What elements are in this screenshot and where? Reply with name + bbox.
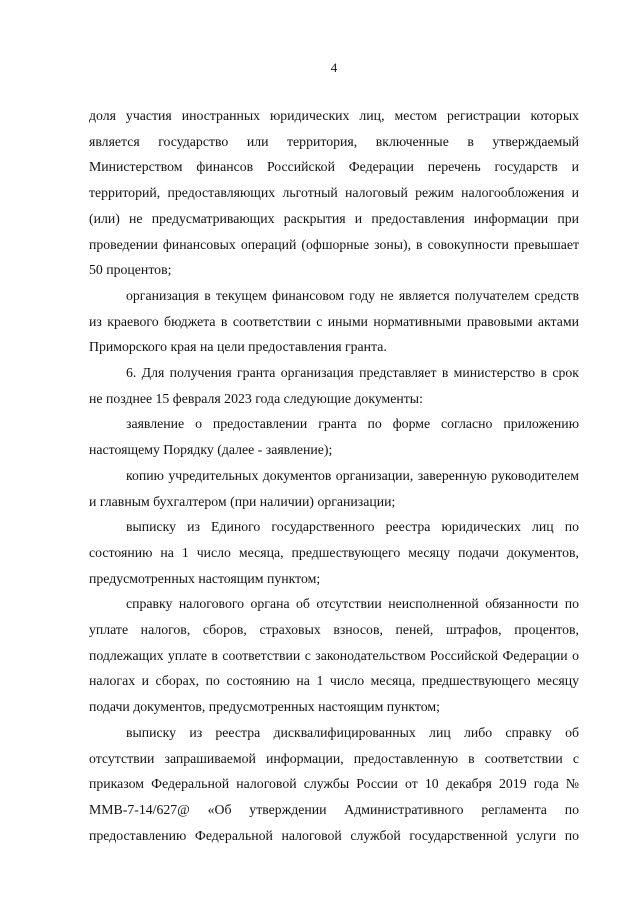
paragraph-registry-extract: выписку из Единого государственного реестра юридических лиц по состоянию на 1 число месяца, предшествующего месяцу подачи документов, предусмотренных настоящим пунктом;: [89, 519, 579, 586]
page-number: 4: [330, 60, 338, 75]
document-body: [89, 103, 579, 848]
paragraph-application: заявление о предоставлении гранта по форме согласно приложению настоящему Порядку (далее - заявление);: [89, 416, 579, 458]
paragraph-founding-documents: копию учредительных документов организации, заверенную руководителем и главным бухгалтером (при наличии) организации;: [89, 467, 579, 509]
paragraph-foreign-share: доля участия иностранных юридических лиц, местом регистрации которых является государство или территория, включенные в утверждаемый Министерством финансов Российской Федерации перечень государств и территорий, предоставляющих льготный налоговый режим налогообложения и (или) не предусматривающих раскрытия и предоставления информации при проведении финансовых операций (офшорные зоны), в совокупности превышает 50 процентов;: [89, 108, 579, 278]
paragraph-no-budget-funds: организация в текущем финансовом году не является получателем средств из краевого бюджета в соответствии с иными нормативными правовыми актами Приморского края на цели предоставления гранта.: [89, 287, 579, 355]
paragraph-tax-certificate: справку налогового органа об отсутствии неисполненной обязанности по уплате налогов, сборов, страховых взносов, пеней, штрафов, процентов, подлежащих уплате в соответствии с законодательством Российской Федерации о налогах и сборах, по состоянию на 1 число месяца, предшествующего месяцу подачи документов, предусмотренных настоящим пунктом;: [89, 596, 579, 715]
paragraph-disqualified-registry: выписку из реестра дисквалифицированных лиц либо справку об отсутствии запрашиваемой информации, предоставленную в соответствии с приказом Федеральной налоговой службы России от 10 декабря 2019 года № ММВ-7-14/627@ «Об утверждении Административного регламента по предоставлению Федеральной налоговой службой государственной услуги по: [89, 724, 579, 843]
paragraph-required-documents: 6. Для получения гранта организация представляет в министерство в срок не позднее 15 февраля 2023 года следующие документы:: [89, 365, 579, 406]
